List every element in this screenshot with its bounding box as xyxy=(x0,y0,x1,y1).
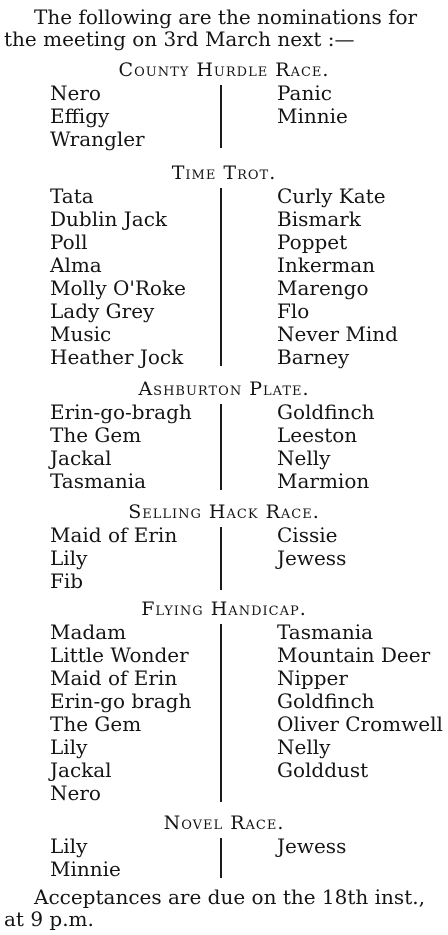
left-nominations xyxy=(50,401,192,493)
horse-name: Bismark xyxy=(277,207,361,231)
nominations-columns xyxy=(0,621,448,805)
horse-name: The Gem xyxy=(50,712,142,736)
intro-line-1: The following are the nominations for xyxy=(34,5,418,29)
right-nominations xyxy=(277,82,348,128)
column-divider xyxy=(220,624,222,802)
horse-name: Inkerman xyxy=(277,253,376,277)
race-section xyxy=(0,597,448,805)
column-divider xyxy=(220,85,222,148)
nominations-columns xyxy=(0,82,448,151)
horse-name: Minnie xyxy=(50,857,121,881)
horse-name: Little Wonder xyxy=(50,643,189,667)
horse-name: Nero xyxy=(50,81,101,105)
left-nominations xyxy=(50,835,121,881)
horse-name: Tata xyxy=(50,184,94,208)
horse-name: Lily xyxy=(50,834,88,858)
nominations-columns xyxy=(0,401,448,493)
horse-name: Goldfinch xyxy=(277,400,375,424)
horse-name: Jackal xyxy=(50,446,112,470)
race-section xyxy=(0,58,448,151)
horse-name: Alma xyxy=(50,253,102,277)
horse-name: Jewess xyxy=(277,546,347,570)
horse-name: Poppet xyxy=(277,230,348,254)
right-nominations xyxy=(277,621,443,782)
horse-name: Nelly xyxy=(277,735,331,759)
race-section xyxy=(0,811,448,881)
horse-name: Tasmania xyxy=(277,620,374,644)
horse-name: Lady Grey xyxy=(50,299,155,323)
race-heading: Novel Race. xyxy=(163,812,285,834)
horse-name: Nelly xyxy=(277,446,331,470)
race-section xyxy=(0,161,448,369)
column-divider xyxy=(220,838,222,878)
left-nominations xyxy=(50,524,177,593)
left-nominations xyxy=(50,82,145,151)
horse-name: Golddust xyxy=(277,758,369,782)
horse-name: Erin-go bragh xyxy=(50,689,192,713)
horse-name: Cissie xyxy=(277,523,338,547)
right-nominations xyxy=(277,185,398,369)
horse-name: Maid of Erin xyxy=(50,523,178,547)
horse-name: Flo xyxy=(277,299,310,323)
horse-name: The Gem xyxy=(50,423,142,447)
right-nominations xyxy=(277,524,346,570)
horse-name: Never Mind xyxy=(277,322,398,346)
horse-name: Nero xyxy=(50,781,101,805)
horse-name: Fib xyxy=(50,569,84,593)
nominations-columns xyxy=(0,835,448,881)
horse-name: Dublin Jack xyxy=(50,207,168,231)
left-nominations xyxy=(50,621,191,805)
horse-name: Heather Jock xyxy=(50,345,184,369)
horse-name: Curly Kate xyxy=(277,184,386,208)
race-section xyxy=(0,500,448,593)
race-section xyxy=(0,377,448,493)
horse-name: Tasmania xyxy=(50,469,147,493)
horse-name: Madam xyxy=(50,620,127,644)
horse-name: Maid of Erin xyxy=(50,666,178,690)
column-divider xyxy=(220,527,222,590)
horse-name: Leeston xyxy=(277,423,358,447)
horse-name: Poll xyxy=(50,230,88,254)
horse-name: Oliver Cromwell xyxy=(277,712,443,736)
acceptances-note xyxy=(4,886,444,930)
right-nominations xyxy=(277,401,375,493)
horse-name: Minnie xyxy=(277,104,348,128)
race-heading: Ashburton Plate. xyxy=(138,378,310,400)
left-nominations xyxy=(50,185,186,369)
horse-name: Lily xyxy=(50,735,88,759)
horse-name: Barney xyxy=(277,345,350,369)
horse-name: Panic xyxy=(277,81,332,105)
horse-name: Goldfinch xyxy=(277,689,375,713)
race-heading: Time Trot. xyxy=(171,162,277,184)
race-heading: Selling Hack Race. xyxy=(128,501,320,523)
horse-name: Effigy xyxy=(50,104,110,128)
horse-name: Wrangler xyxy=(50,127,145,151)
horse-name: Jackal xyxy=(50,758,112,782)
horse-name: Lily xyxy=(50,546,88,570)
nominations-columns xyxy=(0,185,448,369)
column-divider xyxy=(220,404,222,490)
horse-name: Marengo xyxy=(277,276,369,300)
intro-line-2: the meeting on 3rd March next :— xyxy=(4,27,355,51)
horse-name: Marmion xyxy=(277,469,370,493)
outro-line-1: Acceptances are due on the 18th inst., xyxy=(34,885,425,909)
horse-name: Music xyxy=(50,322,112,346)
race-heading: Flying Handicap. xyxy=(141,598,307,620)
right-nominations xyxy=(277,835,346,858)
horse-name: Mountain Deer xyxy=(277,643,431,667)
nominations-columns xyxy=(0,524,448,593)
horse-name: Molly O'Roke xyxy=(50,276,186,300)
horse-name: Erin-go-bragh xyxy=(50,400,192,424)
horse-name: Nipper xyxy=(277,666,348,690)
horse-name: Jewess xyxy=(277,834,347,858)
column-divider xyxy=(220,188,222,366)
race-heading: County Hurdle Race. xyxy=(118,59,330,81)
intro-paragraph xyxy=(4,6,444,50)
outro-line-2: at 9 p.m. xyxy=(4,907,94,931)
